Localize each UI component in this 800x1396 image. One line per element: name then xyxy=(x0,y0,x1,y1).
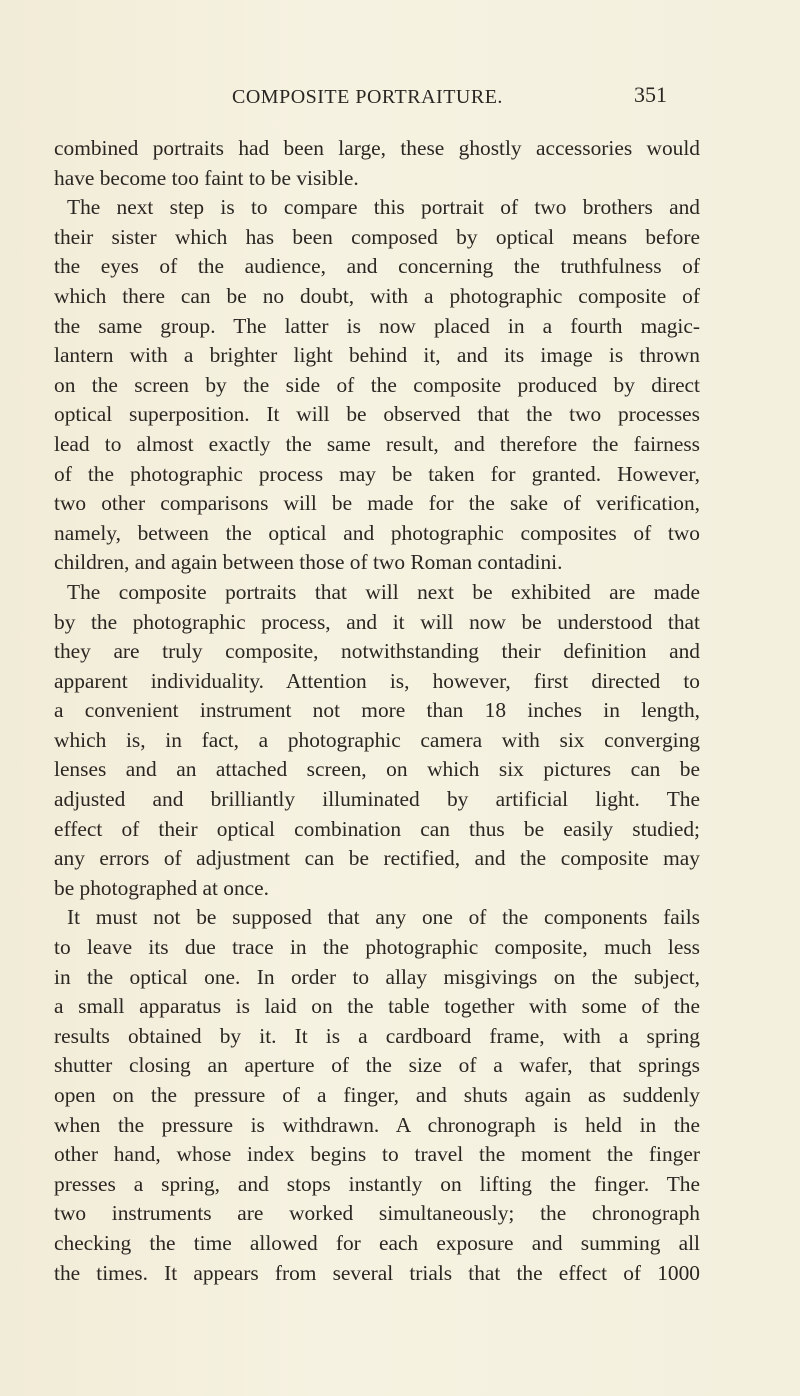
body-text xyxy=(54,134,700,1288)
text-line: when the pressure is withdrawn. A chronograph is held in the xyxy=(54,1112,700,1137)
text-line: adjusted and brilliantly illuminated by artificial light. The xyxy=(54,787,700,812)
running-head: COMPOSITE PORTRAITURE. xyxy=(232,86,503,108)
text-line: the times. It appears from several trials that the effect of 1000 xyxy=(54,1260,700,1285)
text-line: two instruments are worked simultaneously; the chronograph xyxy=(54,1201,700,1226)
text-line: the same group. The latter is now placed in a fourth magic- xyxy=(54,313,700,338)
text-line: The composite portraits that will next be exhibited are made xyxy=(67,579,700,604)
text-line: optical superposition. It will be observed that the two processes xyxy=(54,402,700,427)
text-line: results obtained by it. It is a cardboard frame, with a spring xyxy=(54,1023,700,1048)
text-line: have become too faint to be visible. xyxy=(54,165,359,190)
text-line: they are truly composite, notwithstanding their definition and xyxy=(54,639,700,664)
text-line: the eyes of the audience, and concerning the truthfulness of xyxy=(54,254,700,279)
text-line: lantern with a brighter light behind it, and its image is thrown xyxy=(54,343,700,368)
text-line: a convenient instrument not more than 18 inches in length, xyxy=(54,698,700,723)
text-line: any errors of adjustment can be rectified, and the composite may xyxy=(54,846,700,871)
text-line: apparent individuality. Attention is, however, first directed to xyxy=(54,668,700,693)
text-line: which is, in fact, a photographic camera with six converging xyxy=(54,727,700,752)
text-line: namely, between the optical and photographic composites of two xyxy=(54,520,700,545)
text-line: shutter closing an aperture of the size of a wafer, that springs xyxy=(54,1053,700,1078)
text-line: The next step is to compare this portrait of two brothers and xyxy=(67,195,700,220)
text-line: of the photographic process may be taken for granted. However, xyxy=(54,461,700,486)
text-line: combined portraits had been large, these ghostly accessories would xyxy=(54,136,700,160)
text-line: a small apparatus is laid on the table together with some of the xyxy=(54,994,700,1019)
text-line: lenses and an attached screen, on which six pictures can be xyxy=(54,757,700,782)
text-line: their sister which has been composed by optical means before xyxy=(54,224,700,249)
text-line: by the photographic process, and it will now be understood that xyxy=(54,609,700,634)
text-line: children, and again between those of two Roman contadini. xyxy=(54,550,563,575)
text-line: in the optical one. In order to allay misgivings on the subject, xyxy=(54,964,700,989)
text-line: other hand, whose index begins to travel the moment the finger xyxy=(54,1142,700,1167)
text-line: which there can be no doubt, with a photographic composite of xyxy=(54,283,700,308)
page-number: 351 xyxy=(634,82,667,107)
text-line: two other comparisons will be made for the sake of verification, xyxy=(54,491,700,516)
text-line: It must not be supposed that any one of the components fails xyxy=(67,905,700,930)
text-line: open on the pressure of a finger, and shuts again as suddenly xyxy=(54,1083,700,1107)
text-line: to leave its due trace in the photographic composite, much less xyxy=(54,935,700,960)
text-line: be photographed at once. xyxy=(54,875,270,900)
text-line: lead to almost exactly the same result, and therefore the fairness xyxy=(54,431,700,456)
page-header xyxy=(0,82,800,112)
text-line: effect of their optical combination can thus be easily studied; xyxy=(54,816,700,841)
text-line: checking the time allowed for each exposure and summing all xyxy=(54,1230,700,1255)
text-line: on the screen by the side of the composite produced by direct xyxy=(54,372,700,397)
text-line: presses a spring, and stops instantly on lifting the finger. The xyxy=(54,1171,700,1196)
